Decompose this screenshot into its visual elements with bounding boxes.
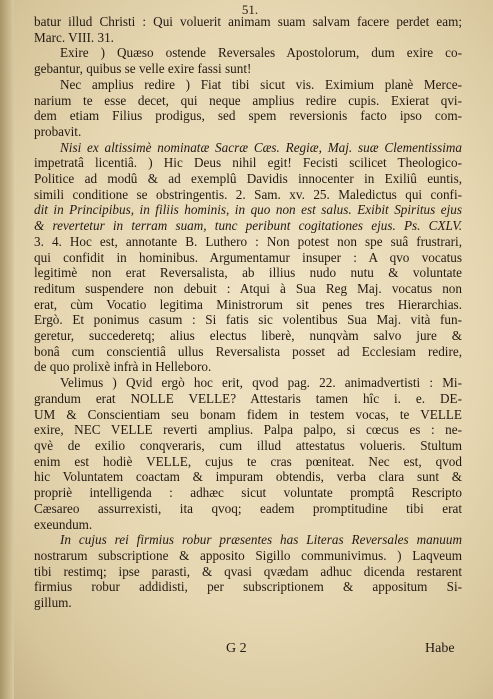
- text-line: Cæsareo assurrexisti, ita qvoq; eadem promptitudine tibi erat: [34, 500, 462, 516]
- text-line: reditum suspendere non debuit : Atqui à Sua Reg Maj. vocatus non: [34, 280, 462, 296]
- page-body-text: [34, 14, 462, 611]
- catchword: Habe: [425, 641, 455, 656]
- text-line: geretur, succederetq; alius electus liberè, nunqvàm salvo jure &: [34, 328, 462, 344]
- text-line: simili conditione se obstringentis. 2. Sam. xv. 25. Maledictus qui confi-: [34, 186, 462, 202]
- text-line: Nec amplius redire ) Fiat tibi sicut vis. Eximium planè Merce-: [60, 76, 462, 92]
- text-line: bonâ cum conscientiâ ullus Reversalista posset ad Ecclesiam redire,: [34, 343, 462, 359]
- text-line: Exire ) Quæso ostende Reversales Apostolorum, dum exire co-: [60, 45, 462, 61]
- text-line: firmius robur addidisti, per subscriptionem & appositum Si-: [34, 579, 462, 595]
- text-line: exeundum.: [34, 516, 93, 532]
- signature-mark: G 2: [226, 641, 247, 656]
- text-line: narium te esse decet, qui neque amplius redire cupis. Exierat qvi-: [34, 92, 462, 108]
- text-line: nostrarum subscriptione & apposito Sigillo communivimus. ) Laqveum: [34, 547, 462, 563]
- text-line: qvè de exilio conqveraris, cum illud attestatus volueris. Stultum: [34, 437, 462, 453]
- text-line: grandum erat NOLLE VELLE? Attestaris tamen hîc i. e. DE-: [34, 390, 462, 406]
- text-line: Politice ad modû & ad exemplû Davidis innocenter in Exiliû euntis,: [34, 171, 462, 187]
- text-line: Marc. VIII. 31.: [34, 29, 114, 45]
- page-number: 51.: [241, 2, 259, 17]
- text-line: probavit.: [34, 123, 82, 139]
- text-line: Velimus ) Qvid ergò hoc erit, qvod pag. 22. animadvertisti : Mi-: [60, 375, 462, 391]
- paragraph-nec-amplius: [34, 77, 462, 140]
- text-line: qui confidit in hominibus. Argumentamur insuper : A qvo vocatus: [34, 249, 462, 265]
- paragraph-nisi: [34, 140, 462, 376]
- paragraph-in-cujus: [34, 532, 462, 611]
- text-line: dem etiam Filius prodigus, sed spem reversionis facto ipso com-: [34, 108, 462, 124]
- text-line: 3. 4. Hoc est, annotante B. Luthero : Non potest non spe suâ frustrari,: [34, 233, 462, 249]
- text-line: batur illud Christi : Qui voluerit animam suam salvam facere perdet eam;: [34, 14, 462, 29]
- text-line: Nisi ex altissimè nominatæ Sacræ Cæs. Regiæ, Maj. suæ Clementissima: [60, 139, 462, 155]
- text-line: hic Voluntatem coactam & impuram obtendis, verba clara sunt &: [34, 469, 462, 485]
- text-line: propriè intelligenda : adhæc sicut voluntate promptâ Rescripto: [34, 485, 462, 501]
- paragraph-intro: [34, 14, 462, 45]
- text-line: tibi restimq; ipse parasti, & qvasi qvædam adhuc dicenda restarent: [34, 563, 462, 579]
- text-line: Ergò. Et ponimus casum : Si fatis sic volentibus Sua Maj. vità fun-: [34, 312, 462, 328]
- text-line: de quo prolixè infrà in Helleboro.: [34, 359, 212, 375]
- paragraph-exire: [34, 45, 462, 76]
- paragraph-velimus: [34, 375, 462, 532]
- text-line: legitimè non erat Reversalista, ab illius nudo nutu & voluntate: [34, 265, 462, 281]
- text-line: exire, NEC VELLE reverti amplius. Palpa palpo, si cœcus es : ne-: [34, 422, 462, 438]
- page-gutter-shadow: [0, 0, 14, 699]
- text-line: gebantur, quibus se velle exire fassi sunt!: [34, 61, 252, 77]
- text-line: UM & Conscientiam seu bonam fidem in testem vocas, te VELLE: [34, 406, 462, 422]
- text-line: dit in Principibus, in filiis hominis, in quo non est salus. Exibit Spiritus ejus: [34, 202, 462, 218]
- text-line: gillum.: [34, 595, 72, 611]
- page-footer: [0, 641, 493, 663]
- text-line: enim est hodiè VELLE, cujus te cras pœniteat. Nec est, qvod: [34, 453, 462, 469]
- text-line: impetratâ licentiâ. ) Hic Deus nihil egit! Fecisti scilicet Theologico-: [34, 155, 462, 171]
- text-line: & revertetur in terram suam, tunc peribunt cogitationes ejus. Ps. CXLV.: [34, 218, 462, 234]
- text-line: In cujus rei firmius robur præsentes has Literas Reversales manuum: [60, 532, 462, 548]
- text-line: erat, cùm Vocatio legitima Ministrorum sit penes tres Hierarchias.: [34, 296, 462, 312]
